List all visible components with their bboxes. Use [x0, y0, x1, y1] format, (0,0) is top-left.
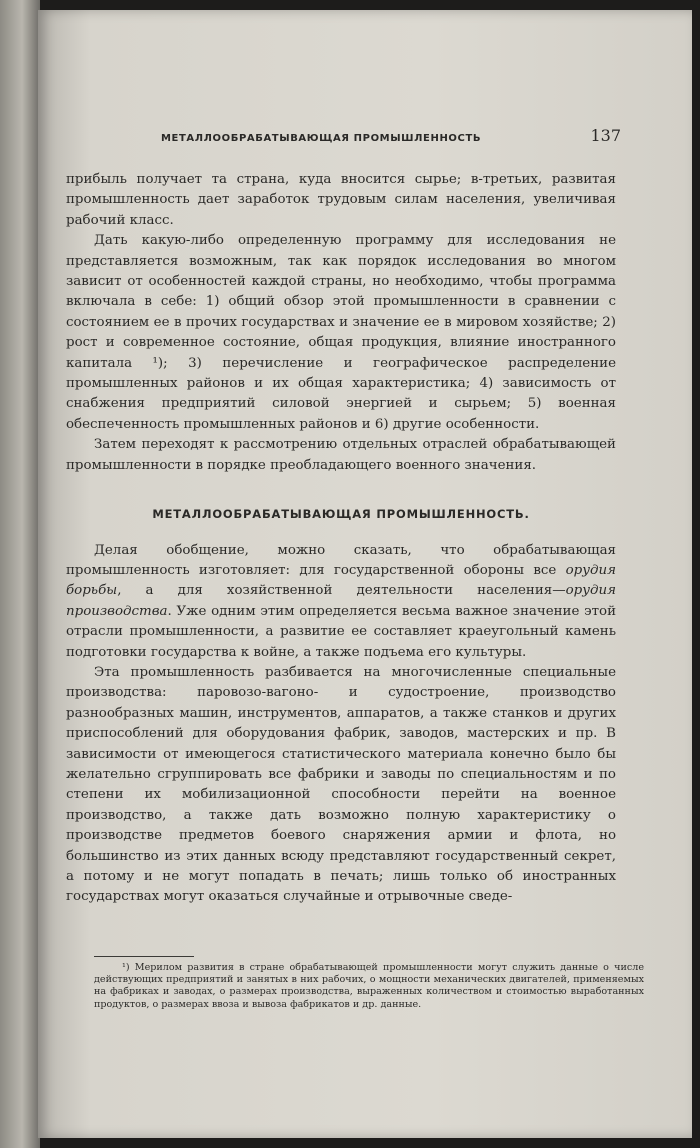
- text-run: . Уже одним этим определяется весьма важное значение этой отрасли промышленности, а развитие ее составляет краеугольный камень подготовки государства к войне, а также подъема его культуры.: [66, 603, 616, 660]
- body-text: [66, 170, 616, 908]
- section-heading: МЕТАЛЛООБРАБАТЫВАЮЩАЯ ПРОМЫШЛЕННОСТЬ.: [152, 507, 530, 522]
- book-page: [38, 10, 692, 1138]
- paragraph-generalization: [66, 541, 616, 663]
- paragraph-program: Дать какую-либо определенную программу для исследования не представляется возможным, так как порядок исследования во многом зависит от особенностей каждой страны, но необходимо, чтобы программа включала в себе: 1) общий обзор этой промышленности в сравнении с состоянием ее в прочих государствах и значение ее в мировом хозяйстве; 2) рост и современное состояние, общая продукция, влияние иностранного капитала ¹); 3) перечисление и географическое распределение промышленных районов и их общая характеристика; 4) зависимость от снабжения предприятий силовой энергией и сырьем; 5) военная обеспеченность промышленных районов и 6) другие особенности.: [66, 233, 616, 432]
- footnote: [94, 962, 644, 1011]
- italic-term-tools: орудия производства: [66, 583, 616, 619]
- paragraph-next-steps: Затем переходят к рассмотрению отдельных отраслей обрабатывающей промышленности в порядке преобладающего военного значения.: [66, 437, 616, 473]
- running-head: [161, 126, 621, 145]
- italic-term-weapons: орудия борьбы: [66, 562, 616, 599]
- footnote-text: ¹) Мерилом развития в стране обрабатывающей промышленности могут служить данные о числе действующих предприятий и занятых в них рабочих, о мощности механических двигателей, применяемых на фабриках и заводах, о размерах производства, выраженных количеством и стоимостью выработанных продуктов, о размерах ввоза и вывоза фабрикатов и др. данные.: [94, 962, 644, 1010]
- paragraph-specializations: Эта промышленность разбивается на многочисленные специальные производства: паровозо-вагоно- и судостроение, производство разнообразных машин, инструментов, аппаратов, а также станков и других приспособлений для оборудования фабрик, заводов, мастерских и пр. В зависимости от имеющегося статистического материала конечно было бы желательно сгруппировать все фабрики и заводы по специальностям и по степени их мобилизационной способности перейти на военное производство, а также дать возможно полную характеристику о производстве предметов боевого снаряжения армии и флота, но большинство из этих данных всюду представляют государственный секрет, а потому и не могут попадать в печать; лишь только об иностранных государствах могут оказаться случайные и отрывочные сведе-: [66, 664, 616, 905]
- paragraph-continuation: прибыль получает та страна, куда вносится сырье; в-третьих, развитая промышленность дает заработок трудовым силам населения, увеличивая рабочий класс.: [66, 172, 616, 228]
- text-run: , а для хозяйственной деятельности населения—: [117, 583, 566, 599]
- footnote-divider: [94, 956, 194, 957]
- text-run: Делая обобщение, можно сказать, что обрабатывающая промышленность изготовляет: для государственной обороны все: [66, 542, 616, 578]
- running-title: МЕТАЛЛООБРАБАТЫВАЮЩАЯ ПРОМЫШЛЕННОСТЬ: [161, 133, 482, 144]
- page-number: 137: [590, 126, 621, 145]
- facing-page-edge: [0, 0, 40, 1148]
